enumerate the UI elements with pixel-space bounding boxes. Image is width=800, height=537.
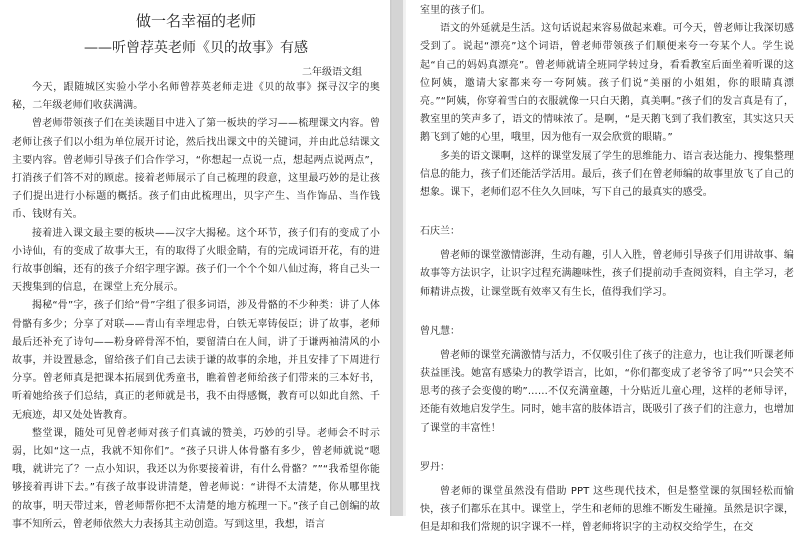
document-page-right xyxy=(406,0,800,534)
review-text: 曾老师的课堂充满激情与活力，不仅吸引住了孩子的注意力，也让我们听课老师获益匪浅。她富有感染力的教学语言，比如，“你们都变成了老爷爷了吗”“只会笑不思考的孩子会变傻的哟”……不仅充满童趣，十分贴近儿童心理，这样的老师导评，还能有效地启发学生。同时，她丰富的肢体语言，既吸引了孩子们的注意力，也增加了课堂的丰富性！ xyxy=(420,349,794,434)
reviewer-name: 石庆兰： xyxy=(420,226,460,238)
paragraph: 揭秘“骨”字，孩子们给“骨”字组了很多词语，涉及骨骼的不少种类：讲了人体骨骼有多少；分享了对联——青山有幸埋忠骨，白铁无辜铸佞臣；讲了故事，老师最后还补充了诗句——粉身碎骨浑不怕，要留清白在人间，讲了于谦两袖清风的小故事，并设置悬念，留给孩子们自己去读于谦的故事的余地，并且安排了下周进行分享。曾老师真是把课本拓展到优秀童书，瞧着曾老师给孩子们带来的三本好书，听着她给孩子们总结，真正的老师就是书，我不由得感慨，教育可以如此自然、千无痕迹，却又处处皆教育。 xyxy=(12,300,380,421)
gutter-bar xyxy=(393,0,403,516)
review-text: 曾老师的课堂激情澎湃，生动有趣，引人入胜，曾老师引导孩子们用讲故事、编故事等方法识字，让识字过程充满趣味性，孩子们提前动手查阅资料，自主学习，老师精讲点拨，让课堂既有效率又有生长，值得我们学习。 xyxy=(420,250,794,298)
paragraph: 语文的外延就是生活。这句话说起来容易做起来难。可今天，曾老师让我深切感受到了。说起“漂亮”这个词语，曾老师带领孩子们顺便来夸一夸某个人。学生说起“自己的妈妈真漂亮”。曾老师就请全班同学转过身，看看教室后面坐着听课的这位阿姨，邀请大家都来夸一夸阿姨。孩子们说“美丽的小姐姐，你的眼睛真漂亮。”“阿姨，你穿着雪白的衣服就像一只白天鹅，真美啊。”孩子们的发言真是有了，教室里的笑声多了，语文的情味浓了。是啊，“是天鹅飞到了我们教室，其实这只天鹅飞到了她的心里，哦里，因为他有一双会欣赏的眼睛。” xyxy=(420,23,794,144)
author-group: 二年级语文组 xyxy=(302,67,362,78)
reviewer-name: 罗丹： xyxy=(420,461,450,473)
paragraph: 整堂课，随处可见曾老师对孩子们真诚的赞美，巧妙的引导。老师会不时示弱，比如“这一点，我就不知你们”。“孩子只讲人体骨骼有多少，曾老师就说“嗯哦，就讲完了？一点小知识，我还以为你要接着讲，有什么骨骼？””“我希望你能够接着再讲下去。”有孩子故事设讲清楚，曾老师说：“讲得不太清楚，你从哪里找的故事，明天带过来，曾老师帮你把不太清楚的地方梳理一下。”孩子自己创编的故事不知所云，曾老师依然大力表扬其主动创造。写到这里，我想，语言 xyxy=(12,427,380,530)
review-text: 曾老师的课堂虽然没有借助 PPT 这些现代技术，但是整堂课的氛围轻松而愉快，孩子们都乐在其中。课堂上，学生和老师的思维不断发生碰撞。虽然是识字课，但是却和我们常规的识字课不一样，曾老师将识字的主动权交给学生，在交 xyxy=(420,485,794,534)
paragraph: 多美的语文课啊，这样的课堂发展了学生的思维能力、语言表达能力、搜集整理信息的能力，孩子们还能活学活用。最后，孩子们在曾老师编的故事里放飞了自己的想象。课下，老师们忍不住久久回味，写下自己的最真实的感受。 xyxy=(420,150,794,199)
document-page-left xyxy=(0,0,390,530)
document-subtitle: ——听曾荐英老师《贝的故事》有感 xyxy=(84,40,308,56)
page-gutter xyxy=(390,0,406,516)
continued-text: 室里的孩子们。 xyxy=(420,5,491,16)
paragraph: 接着进入课文最主要的板块——汉字大揭秘。这个环节，孩子们有的变成了小小诗仙，有的变成了故事大王，有的取得了火眼金睛，有的完成词语开花，有的进行故事创编，还有的孩子介绍字理字源。孩子们一个个个如八仙过海，将自己头一天搜集到的信息，在课堂上充分展示。 xyxy=(12,227,380,294)
reviewer-name: 曾凡慧： xyxy=(420,325,460,337)
document-title: 做一名幸福的老师 xyxy=(135,12,256,30)
paragraph: 曾老师带领孩子们在美读题目中进入了第一板块的学习——梳理课文内容。曾老师让孩子们以小组为单位展开讨论，然后找出课文中的关键词，并由此总结课文主要内容。曾老师引导孩子们合作学习，“你想起一点说一点，想起两点说两点”，打消孩子们答不对的顾虑。接着老师展示了自己梳理的段意，这里最巧妙的是让孩子们提出进行小标题的概括。孩子们由此梳理出，贝字产生、当作饰品、当作钱币、钱财有关。 xyxy=(12,118,380,221)
paragraph: 今天，跟随城区实验小学小名师曾荐英老师走进《贝的故事》探寻汉字的奥秘，二年级老师们收获满满。 xyxy=(12,82,380,112)
